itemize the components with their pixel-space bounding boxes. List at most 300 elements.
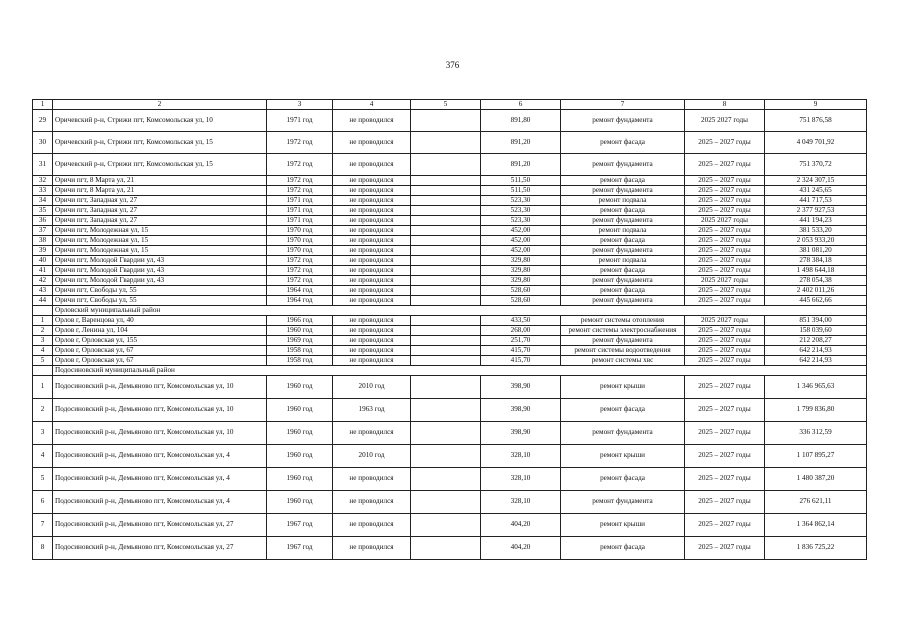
row-number-cell: 2 [33,398,53,421]
area-cell: 891,20 [481,131,561,153]
year-built-cell: 1972 год [267,185,333,195]
row-number-cell: 6 [33,490,53,513]
last-repair-cell: не проводился [333,225,411,235]
address-cell: Подосиновский р-н, Демьяново пгт, Комсомольская ул, 4 [53,490,267,513]
cost-cell: 1 107 895,27 [765,444,867,467]
address-cell: Подосиновский р-н, Демьяново пгт, Комсомольская ул, 10 [53,398,267,421]
table-row [33,398,867,421]
area-cell: 511,50 [481,175,561,185]
period-cell: 2025 – 2027 годы [685,345,765,355]
work-type-cell: ремонт системы электроснабжения [561,325,685,335]
section-title: Орловский муниципальный район [53,305,867,315]
work-type-cell: ремонт системы хвс [561,355,685,365]
address-cell: Оричи пгт, Свободы ул, 55 [53,285,267,295]
section-header-row [33,305,867,315]
year-built-cell: 1967 год [267,513,333,536]
address-cell: Оричи пгт, Молодой Гвардии ул, 43 [53,275,267,285]
table-row [33,195,867,205]
row-number-cell: 3 [33,421,53,444]
year-built-cell: 1969 год [267,335,333,345]
address-cell: Орлов г, Орловская ул, 155 [53,335,267,345]
cost-cell: 1 799 836,80 [765,398,867,421]
column-5-cell [411,421,481,444]
column-number: 5 [411,100,481,110]
row-number-cell: 7 [33,513,53,536]
work-type-cell: ремонт крыши [561,375,685,398]
row-number-cell: 32 [33,175,53,185]
period-cell: 2025 – 2027 годы [685,265,765,275]
cost-cell: 1 364 862,14 [765,513,867,536]
period-cell: 2025 – 2027 годы [685,398,765,421]
row-number-cell: 4 [33,444,53,467]
row-number-cell: 42 [33,275,53,285]
work-type-cell: ремонт фасада [561,536,685,559]
period-cell: 2025 – 2027 годы [685,536,765,559]
table-row [33,315,867,325]
address-cell: Оричи пгт, Молодой Гвардии ул, 43 [53,265,267,275]
row-number-cell: 39 [33,245,53,255]
work-type-cell: ремонт фасада [561,175,685,185]
work-type-cell: ремонт крыши [561,444,685,467]
area-cell: 398,90 [481,421,561,444]
year-built-cell: 1964 год [267,285,333,295]
cost-cell: 1 498 644,18 [765,265,867,275]
row-number-cell: 41 [33,265,53,275]
column-number-row [33,100,867,110]
row-number-cell: 34 [33,195,53,205]
column-number: 1 [33,100,53,110]
table-row [33,255,867,265]
area-cell: 523,30 [481,215,561,225]
table-row [33,490,867,513]
year-built-cell: 1960 год [267,398,333,421]
table-row [33,205,867,215]
period-cell: 2025 – 2027 годы [685,355,765,365]
period-cell: 2025 – 2027 годы [685,444,765,467]
address-cell: Оричи пгт, Молодой Гвардии ул, 43 [53,255,267,265]
row-number-cell: 2 [33,325,53,335]
address-cell: Оричи пгт, Западная ул, 27 [53,195,267,205]
row-number-cell: 33 [33,185,53,195]
period-cell: 2025 – 2027 годы [685,175,765,185]
year-built-cell: 1972 год [267,255,333,265]
row-number-cell: 31 [33,153,53,175]
cost-cell: 642 214,93 [765,355,867,365]
work-type-cell: ремонт фундамента [561,335,685,345]
address-cell: Оричи пгт, Свободы ул, 55 [53,295,267,305]
section-title: Подосиновский муниципальный район [53,365,867,375]
work-type-cell: ремонт фундамента [561,490,685,513]
address-cell: Оричи пгт, Молодежная ул, 15 [53,245,267,255]
cost-cell: 2 402 011,26 [765,285,867,295]
table-row [33,185,867,195]
year-built-cell: 1970 год [267,245,333,255]
year-built-cell: 1960 год [267,325,333,335]
cost-cell: 278 384,18 [765,255,867,265]
column-5-cell [411,185,481,195]
work-type-cell: ремонт подвала [561,195,685,205]
area-cell: 328,10 [481,490,561,513]
row-number-cell: 35 [33,205,53,215]
table-row [33,215,867,225]
year-built-cell: 1964 год [267,295,333,305]
period-cell: 2025 – 2027 годы [685,325,765,335]
row-number-cell: 5 [33,467,53,490]
last-repair-cell: не проводился [333,175,411,185]
year-built-cell: 1972 год [267,275,333,285]
cost-cell: 381 081,20 [765,245,867,255]
cost-cell: 431 245,65 [765,185,867,195]
last-repair-cell: 1963 год [333,398,411,421]
cost-cell: 212 208,27 [765,335,867,345]
table-row [33,225,867,235]
column-number: 9 [765,100,867,110]
row-number-cell: 1 [33,375,53,398]
last-repair-cell: не проводился [333,467,411,490]
cost-cell: 1 836 725,22 [765,536,867,559]
address-cell: Подосиновский р-н, Демьяново пгт, Комсомольская ул, 10 [53,375,267,398]
row-number-cell: 1 [33,315,53,325]
column-5-cell [411,205,481,215]
cost-cell: 2 324 307,15 [765,175,867,185]
last-repair-cell: не проводился [333,245,411,255]
column-5-cell [411,275,481,285]
period-cell: 2025 – 2027 годы [685,255,765,265]
period-cell: 2025 – 2027 годы [685,513,765,536]
work-type-cell: ремонт системы водоотведения [561,345,685,355]
area-cell: 452,00 [481,245,561,255]
row-number-cell: 40 [33,255,53,265]
table-row [33,131,867,153]
row-number-cell: 37 [33,225,53,235]
cost-cell: 441 194,23 [765,215,867,225]
address-cell: Орлов г, Орловская ул, 67 [53,355,267,365]
area-cell: 452,00 [481,225,561,235]
year-built-cell: 1972 год [267,131,333,153]
table-row [33,355,867,365]
cost-cell: 751 876,58 [765,109,867,131]
year-built-cell: 1971 год [267,109,333,131]
table-row [33,245,867,255]
year-built-cell: 1960 год [267,421,333,444]
period-cell: 2025 2027 годы [685,275,765,285]
address-cell: Орлов г, Ленина ул, 104 [53,325,267,335]
period-cell: 2025 – 2027 годы [685,235,765,245]
work-type-cell: ремонт фасада [561,285,685,295]
year-built-cell: 1972 год [267,175,333,185]
area-cell: 329,80 [481,265,561,275]
table-row [33,513,867,536]
area-cell: 398,90 [481,398,561,421]
period-cell: 2025 – 2027 годы [685,185,765,195]
repair-register-table [32,99,867,560]
area-cell: 891,20 [481,153,561,175]
table-row [33,235,867,245]
row-number-cell: 4 [33,345,53,355]
row-number-cell: 5 [33,355,53,365]
cost-cell: 1 480 387,20 [765,467,867,490]
year-built-cell: 1960 год [267,444,333,467]
last-repair-cell: не проводился [333,215,411,225]
address-cell: Оричевский р-н, Стрижи пгт, Комсомольская ул, 15 [53,131,267,153]
column-5-cell [411,265,481,275]
period-cell: 2025 2027 годы [685,315,765,325]
work-type-cell: ремонт фундамента [561,215,685,225]
row-number-cell: 3 [33,335,53,345]
last-repair-cell: не проводился [333,153,411,175]
area-cell: 251,70 [481,335,561,345]
period-cell: 2025 – 2027 годы [685,490,765,513]
work-type-cell: ремонт подвала [561,255,685,265]
column-5-cell [411,153,481,175]
column-5-cell [411,195,481,205]
last-repair-cell: не проводился [333,275,411,285]
last-repair-cell: не проводился [333,235,411,245]
work-type-cell: ремонт подвала [561,225,685,235]
work-type-cell: ремонт фундамента [561,275,685,285]
column-5-cell [411,490,481,513]
year-built-cell: 1960 год [267,490,333,513]
address-cell: Подосиновский р-н, Демьяново пгт, Комсомольская ул, 4 [53,467,267,490]
cost-cell: 445 662,66 [765,295,867,305]
table-row [33,335,867,345]
cost-cell: 278 054,38 [765,275,867,285]
work-type-cell: ремонт фундамента [561,421,685,444]
area-cell: 528,60 [481,285,561,295]
column-number: 2 [53,100,267,110]
column-5-cell [411,225,481,235]
last-repair-cell: не проводился [333,536,411,559]
last-repair-cell: не проводился [333,265,411,275]
column-5-cell [411,235,481,245]
address-cell: Оричи пгт, Молодежная ул, 15 [53,235,267,245]
year-built-cell: 1971 год [267,205,333,215]
address-cell: Оричи пгт, Западная ул, 27 [53,205,267,215]
area-cell: 329,80 [481,275,561,285]
address-cell: Подосиновский р-н, Демьяново пгт, Комсомольская ул, 4 [53,444,267,467]
period-cell: 2025 – 2027 годы [685,195,765,205]
column-number: 7 [561,100,685,110]
year-built-cell: 1960 год [267,467,333,490]
period-cell: 2025 – 2027 годы [685,335,765,345]
year-built-cell: 1960 год [267,375,333,398]
column-5-cell [411,175,481,185]
section-empty-cell [33,365,53,375]
table-row [33,421,867,444]
section-header-row [33,365,867,375]
table-row [33,325,867,335]
table-row [33,536,867,559]
column-5-cell [411,255,481,265]
last-repair-cell: не проводился [333,255,411,265]
area-cell: 415,70 [481,345,561,355]
table-row [33,175,867,185]
area-cell: 404,20 [481,513,561,536]
period-cell: 2025 – 2027 годы [685,225,765,235]
last-repair-cell: не проводился [333,205,411,215]
work-type-cell: ремонт фундамента [561,185,685,195]
address-cell: Оричи пгт, 8 Марта ул, 21 [53,175,267,185]
area-cell: 452,00 [481,235,561,245]
last-repair-cell: не проводился [333,513,411,536]
address-cell: Подосиновский р-н, Демьяново пгт, Комсомольская ул, 27 [53,536,267,559]
work-type-cell: ремонт фасада [561,131,685,153]
last-repair-cell: не проводился [333,109,411,131]
column-5-cell [411,335,481,345]
cost-cell: 642 214,93 [765,345,867,355]
period-cell: 2025 2027 годы [685,215,765,225]
year-built-cell: 1970 год [267,235,333,245]
row-number-cell: 44 [33,295,53,305]
column-number: 8 [685,100,765,110]
year-built-cell: 1970 год [267,225,333,235]
address-cell: Подосиновский р-н, Демьяново пгт, Комсомольская ул, 10 [53,421,267,444]
year-built-cell: 1972 год [267,265,333,275]
row-number-cell: 29 [33,109,53,131]
area-cell: 415,70 [481,355,561,365]
column-5-cell [411,215,481,225]
table-row [33,275,867,285]
cost-cell: 751 370,72 [765,153,867,175]
year-built-cell: 1958 год [267,355,333,365]
cost-cell: 381 533,20 [765,225,867,235]
area-cell: 433,50 [481,315,561,325]
year-built-cell: 1966 год [267,315,333,325]
table-row [33,153,867,175]
cost-cell: 441 717,53 [765,195,867,205]
work-type-cell: ремонт фасада [561,205,685,215]
area-cell: 511,50 [481,185,561,195]
period-cell: 2025 – 2027 годы [685,205,765,215]
work-type-cell: ремонт крыши [561,513,685,536]
area-cell: 523,30 [481,205,561,215]
column-5-cell [411,536,481,559]
period-cell: 2025 – 2027 годы [685,131,765,153]
last-repair-cell: не проводился [333,315,411,325]
cost-cell: 158 039,60 [765,325,867,335]
column-5-cell [411,467,481,490]
last-repair-cell: не проводился [333,421,411,444]
work-type-cell: ремонт фасада [561,467,685,490]
address-cell: Оричи пгт, 8 Марта ул, 21 [53,185,267,195]
year-built-cell: 1972 год [267,153,333,175]
last-repair-cell: не проводился [333,295,411,305]
period-cell: 2025 – 2027 годы [685,245,765,255]
last-repair-cell: 2010 год [333,444,411,467]
area-cell: 328,10 [481,467,561,490]
area-cell: 528,60 [481,295,561,305]
area-cell: 328,10 [481,444,561,467]
area-cell: 523,30 [481,195,561,205]
column-5-cell [411,109,481,131]
area-cell: 891,80 [481,109,561,131]
area-cell: 398,90 [481,375,561,398]
area-cell: 268,00 [481,325,561,335]
last-repair-cell: не проводился [333,195,411,205]
cost-cell: 276 621,11 [765,490,867,513]
work-type-cell: ремонт фасада [561,235,685,245]
area-cell: 329,80 [481,255,561,265]
column-number: 6 [481,100,561,110]
work-type-cell: ремонт фундамента [561,295,685,305]
address-cell: Орлов г, Варенцова ул, 40 [53,315,267,325]
period-cell: 2025 – 2027 годы [685,153,765,175]
cost-cell: 336 312,59 [765,421,867,444]
column-5-cell [411,285,481,295]
table-row [33,109,867,131]
year-built-cell: 1971 год [267,195,333,205]
last-repair-cell: не проводился [333,490,411,513]
row-number-cell: 43 [33,285,53,295]
last-repair-cell: не проводился [333,355,411,365]
address-cell: Оричевский р-н, Стрижи пгт, Комсомольская ул, 10 [53,109,267,131]
column-5-cell [411,325,481,335]
table-body [33,100,867,560]
period-cell: 2025 2027 годы [685,109,765,131]
table-row [33,444,867,467]
work-type-cell: ремонт системы отопления [561,315,685,325]
last-repair-cell: 2010 год [333,375,411,398]
last-repair-cell: не проводился [333,325,411,335]
column-5-cell [411,295,481,305]
column-number: 4 [333,100,411,110]
cost-cell: 2 377 927,53 [765,205,867,215]
period-cell: 2025 – 2027 годы [685,467,765,490]
work-type-cell: ремонт фундамента [561,153,685,175]
page-number: 376 [445,60,460,70]
table-row [33,285,867,295]
cost-cell: 4 049 701,92 [765,131,867,153]
address-cell: Орлов г, Орловская ул, 67 [53,345,267,355]
column-number: 3 [267,100,333,110]
address-cell: Оричевский р-н, Стрижи пгт, Комсомольская ул, 15 [53,153,267,175]
table-row [33,467,867,490]
address-cell: Подосиновский р-н, Демьяново пгт, Комсомольская ул, 27 [53,513,267,536]
column-5-cell [411,315,481,325]
table-row [33,295,867,305]
year-built-cell: 1971 год [267,215,333,225]
column-5-cell [411,375,481,398]
table-row [33,375,867,398]
work-type-cell: ремонт фундамента [561,245,685,255]
work-type-cell: ремонт фундамента [561,109,685,131]
row-number-cell: 36 [33,215,53,225]
year-built-cell: 1958 год [267,345,333,355]
work-type-cell: ремонт фасада [561,398,685,421]
area-cell: 404,20 [481,536,561,559]
period-cell: 2025 – 2027 годы [685,375,765,398]
last-repair-cell: не проводился [333,285,411,295]
cost-cell: 1 346 965,63 [765,375,867,398]
period-cell: 2025 – 2027 годы [685,295,765,305]
period-cell: 2025 – 2027 годы [685,285,765,295]
address-cell: Оричи пгт, Молодежная ул, 15 [53,225,267,235]
column-5-cell [411,444,481,467]
column-5-cell [411,355,481,365]
work-type-cell: ремонт фасада [561,265,685,275]
row-number-cell: 8 [33,536,53,559]
period-cell: 2025 – 2027 годы [685,421,765,444]
last-repair-cell: не проводился [333,131,411,153]
table-row [33,265,867,275]
year-built-cell: 1967 год [267,536,333,559]
column-5-cell [411,513,481,536]
last-repair-cell: не проводился [333,185,411,195]
section-empty-cell [33,305,53,315]
cost-cell: 2 053 933,20 [765,235,867,245]
table-row [33,345,867,355]
column-5-cell [411,398,481,421]
